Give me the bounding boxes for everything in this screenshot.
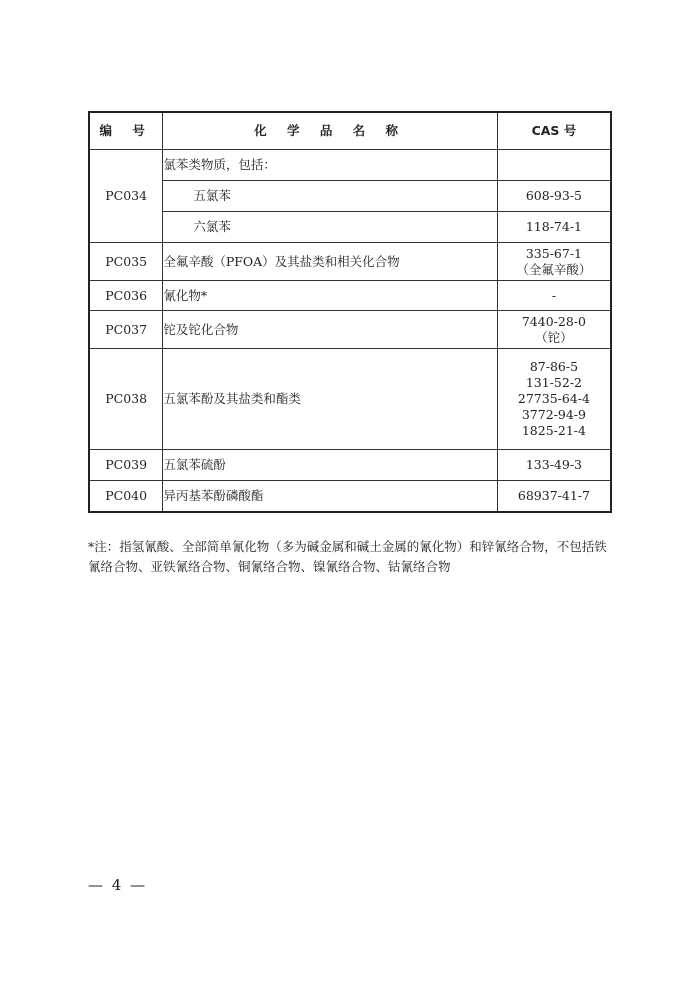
- table-row: [89, 181, 611, 212]
- cas-number: 3772-94-9: [521, 407, 586, 422]
- header-code: 编 号: [89, 112, 163, 150]
- row-code: PC038: [89, 349, 163, 450]
- row-code: PC037: [89, 311, 163, 349]
- table-row: [89, 311, 611, 349]
- table-header-row: [89, 112, 611, 150]
- table-row: [89, 150, 611, 181]
- row-cas: 608-93-5: [497, 181, 611, 212]
- chemical-list-table: [88, 111, 612, 513]
- row-cas: [497, 150, 611, 181]
- cas-number: 27735-64-4: [517, 391, 590, 406]
- row-code: PC040: [89, 481, 163, 513]
- row-name: 六氯苯: [163, 212, 498, 243]
- row-name: 五氯苯酚及其盐类和酯类: [163, 349, 498, 450]
- row-cas: [497, 349, 611, 450]
- cas-note: （铊）: [535, 329, 573, 345]
- row-name: 五氯苯硫酚: [163, 450, 498, 481]
- cas-number: 335-67-1: [525, 245, 583, 261]
- footnote: *注：指氢氰酸、全部简单氰化物（多为碱金属和碱土金属的氰化物）和锌氰络合物，不包括铁氰络合物、亚铁氰络合物、铜氰络合物、镍氰络合物、钴氰络合物: [88, 539, 607, 574]
- table-row: [89, 243, 611, 281]
- header-name: 化 学 品 名 称: [163, 112, 498, 150]
- header-cas: CAS 号: [497, 112, 611, 150]
- row-name: 氰化物*: [163, 281, 498, 311]
- table-row: [89, 349, 611, 450]
- table-row: [89, 450, 611, 481]
- cas-note: （全氟辛酸）: [516, 261, 592, 277]
- row-name: 铊及铊化合物: [163, 311, 498, 349]
- cas-number: 1825-21-4: [521, 423, 586, 438]
- row-code: PC036: [89, 281, 163, 311]
- table-row: [89, 481, 611, 513]
- row-cas: [497, 311, 611, 349]
- row-name: 全氟辛酸（PFOA）及其盐类和相关化合物: [163, 243, 498, 281]
- table-row: [89, 212, 611, 243]
- row-name: 五氯苯: [163, 181, 498, 212]
- row-name: 氯苯类物质，包括：: [163, 150, 498, 181]
- row-name: 异丙基苯酚磷酸酯: [163, 481, 498, 513]
- table-row: [89, 281, 611, 311]
- cas-number: 7440-28-0: [521, 313, 586, 329]
- row-cas: [497, 243, 611, 281]
- cas-number: 87-86-5: [529, 359, 579, 374]
- row-cas: 118-74-1: [497, 212, 611, 243]
- row-cas: 133-49-3: [497, 450, 611, 481]
- row-code: PC039: [89, 450, 163, 481]
- row-cas: -: [497, 281, 611, 311]
- cas-number: 131-52-2: [525, 375, 583, 390]
- row-code: PC035: [89, 243, 163, 281]
- row-code: PC034: [89, 150, 163, 243]
- page-number: — 4 —: [88, 876, 148, 894]
- row-cas: 68937-41-7: [497, 481, 611, 513]
